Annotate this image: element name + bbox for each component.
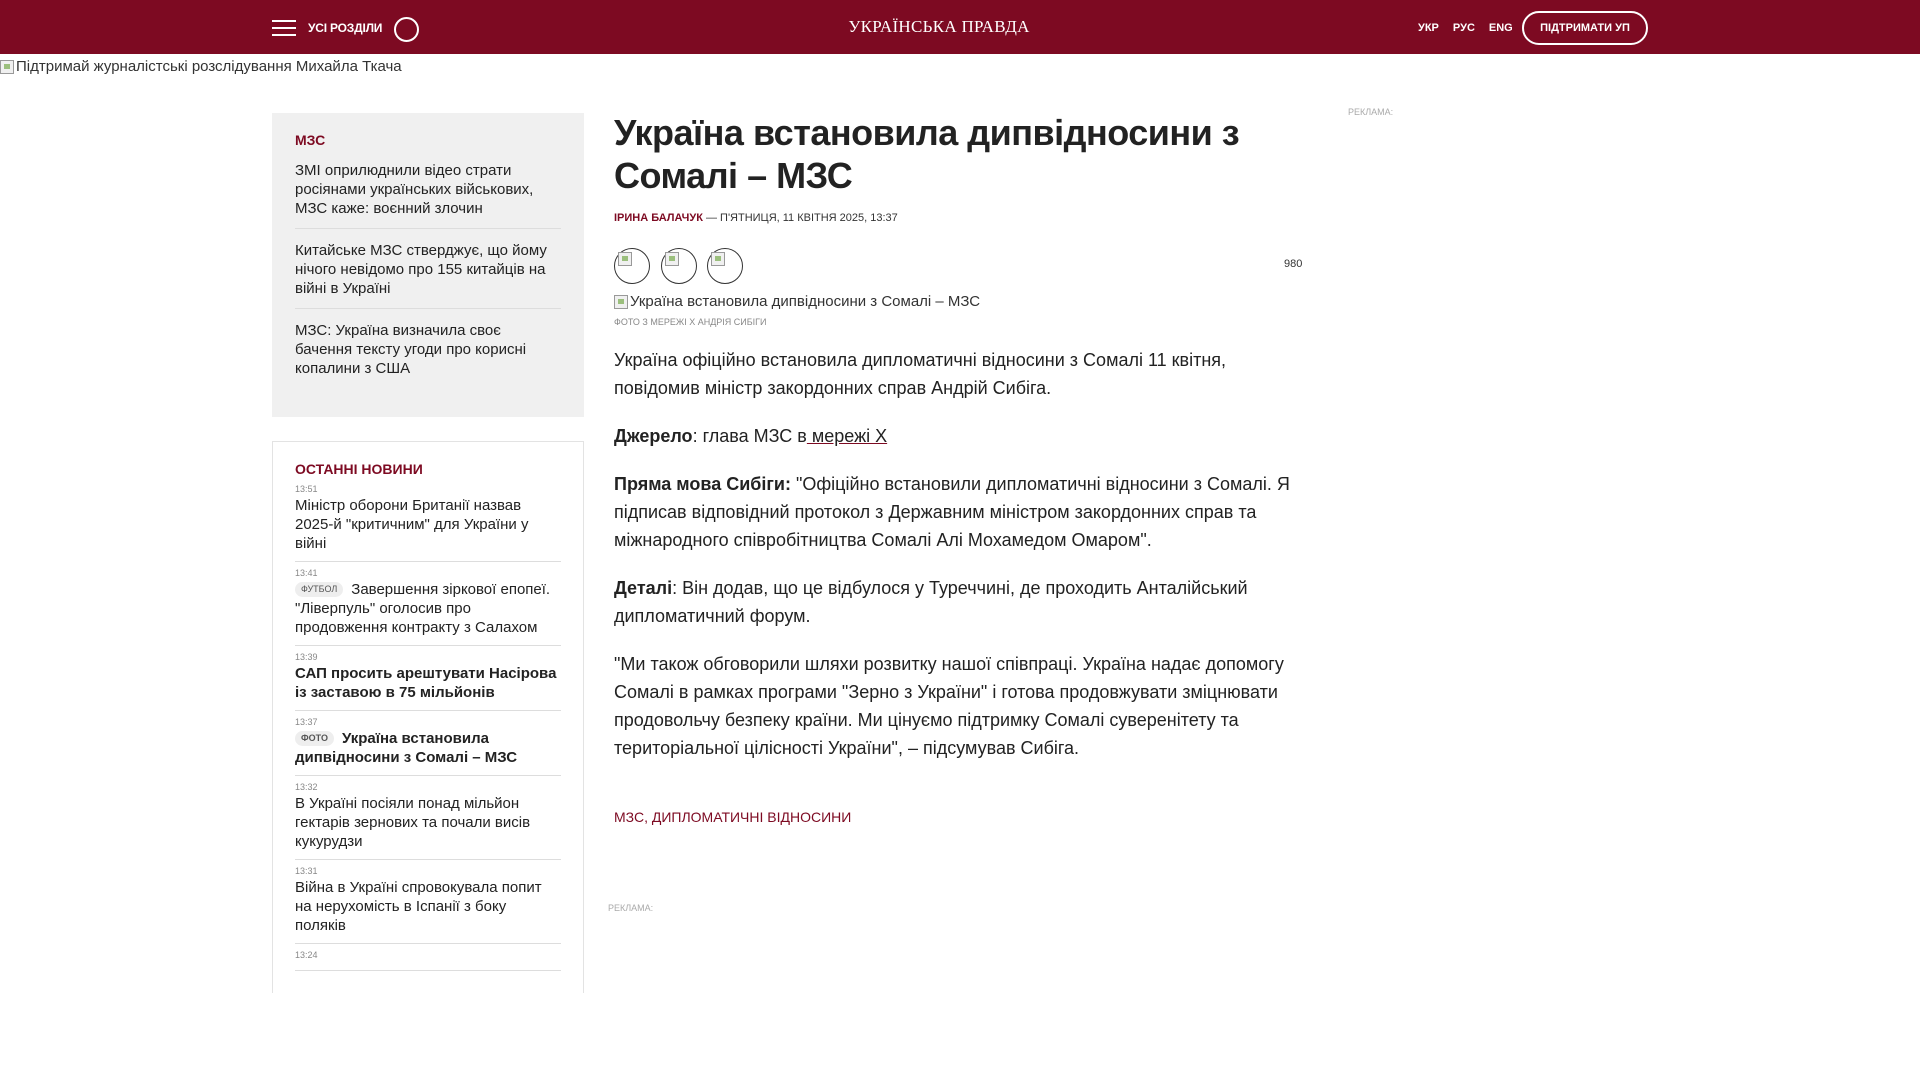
sidebar-topic-title[interactable]: МЗС (295, 132, 326, 148)
sidebar-topic-item[interactable]: МЗС: Україна визначила своє бачення тексту угоди про корисні копалини з США (295, 322, 527, 377)
news-headline[interactable] (295, 580, 561, 637)
quote-text: "Офіційно встановили дипломатичні відносини з Сомалі. Я підписав відповідний протокол з Державним міністром закордонних справ та міжнародного співробітництва Сомалі Алі Мохамедом Омаром". (614, 474, 1290, 550)
latest-news-item[interactable] (295, 944, 561, 971)
lang-eng-link[interactable]: ENG (1488, 22, 1513, 34)
news-headline[interactable] (295, 664, 561, 702)
quote-label: Пряма мова Сибіги: (614, 474, 791, 494)
lang-rus-link[interactable]: РУС (1452, 22, 1475, 34)
article-source (614, 422, 1294, 450)
support-button[interactable]: ПІДТРИМАТИ УП (1522, 11, 1648, 45)
news-time: 13:41 (295, 568, 318, 578)
latest-news-item[interactable] (295, 860, 561, 944)
ad-label-bottom: РЕКЛАМА: (608, 903, 654, 913)
promo-banner-alt: Підтримай журналістські розслідування Михайла Ткача (16, 58, 402, 75)
latest-news-item[interactable] (295, 562, 561, 646)
news-time: 13:32 (295, 782, 318, 792)
views-count: 980 (1284, 258, 1303, 270)
news-headline-text: САП просить арештувати Насірова із заставою в 75 мільйонів (295, 665, 557, 701)
news-time: 13:39 (295, 652, 318, 662)
broken-image-icon (614, 295, 628, 309)
news-time: 13:24 (295, 950, 318, 960)
broken-image-icon (665, 252, 679, 266)
sidebar-topic-box (272, 113, 584, 417)
article-details (614, 574, 1294, 630)
share-x-button[interactable] (661, 248, 697, 284)
broken-image-icon (0, 60, 14, 74)
lang-ukr-link[interactable]: УКР (1418, 22, 1439, 34)
source-link[interactable]: мережі Х (806, 426, 888, 446)
article-quote (614, 470, 1294, 554)
news-headline[interactable] (295, 496, 561, 553)
news-tag[interactable]: ФОТО (295, 731, 334, 746)
article-byline (614, 211, 1294, 225)
sidebar-topic-item[interactable]: ЗМІ оприлюднили відео страти росіянами українських військових, МЗС каже: воєнний злочин (295, 149, 561, 229)
latest-news-item[interactable] (295, 646, 561, 711)
news-headline-text: Міністр оборони Британії назвав 2025-й "критичним" для України у війні (295, 497, 529, 552)
article-photo (614, 293, 1294, 311)
news-headline[interactable] (295, 794, 561, 851)
sidebar-topic-item[interactable]: Китайське МЗС стверджує, що йому нічого невідомо про 155 китайців на війні в Україні (295, 229, 561, 309)
article-date: — П'ЯТНИЦЯ, 11 КВІТНЯ 2025, 13:37 (702, 212, 898, 224)
photo-caption: ФОТО З МЕРЕЖІ Х АНДРІЯ СИБІГИ (614, 317, 767, 327)
news-time: 13:37 (295, 717, 318, 727)
article-closing: "Ми також обговорили шляхи розвитку нашої співпраці. Україна надає допомогу Сомалі в рамках програми "Зерно з України" і готова продовжувати зміцнювати продовольчу безпеку країни. Ми цінуємо підтримку Сомалі суверенітету та територіальної цілісності України", – підсумував Сибіга. (614, 654, 1284, 758)
author-link[interactable]: ІРИНА БАЛАЧУК (614, 212, 703, 224)
language-switcher (1418, 20, 1513, 36)
news-time: 13:51 (295, 484, 318, 494)
news-headline[interactable] (295, 729, 561, 767)
details-text: : Він додав, що це відбулося у Туреччині, де проходить Анталійський дипломатичний форум. (614, 578, 1248, 626)
details-label: Деталі (614, 578, 673, 598)
broken-image-icon (618, 252, 632, 266)
source-text: : глава МЗС в (692, 426, 807, 446)
source-label: Джерело (614, 426, 693, 446)
broken-image-icon (711, 252, 725, 266)
article-photo-alt: Україна встановила дипвідносини з Сомалі – МЗС (630, 293, 981, 310)
article-title: Україна встановила дипвідносини з Сомалі – МЗС (614, 112, 1240, 196)
share-facebook-button[interactable] (614, 248, 650, 284)
share-row (614, 248, 1303, 284)
promo-banner[interactable] (0, 58, 402, 76)
article-lead: Україна офіційно встановила дипломатичні відносини з Сомалі 11 квітня, повідомив міністр закордонних справ Андрій Сибіга. (614, 350, 1227, 398)
news-headline-text: Україна встановила дипвідносини з Сомалі – МЗС (295, 730, 518, 766)
all-sections-link[interactable]: УСІ РОЗДІЛИ (308, 21, 383, 35)
news-time: 13:31 (295, 866, 318, 876)
latest-news-box (272, 441, 584, 993)
news-headline-text: В Україні посіяли понад мільйон гектарів зернових та почали висів кукурудзи (295, 795, 531, 850)
site-logo[interactable]: УКРАЇНСЬКА ПРАВДА (848, 17, 1030, 36)
site-header (0, 0, 1920, 54)
article-tags[interactable]: МЗС, ДИПЛОМАТИЧНІ ВІДНОСИНИ (614, 809, 852, 825)
news-headline[interactable] (295, 878, 561, 935)
news-headline-text: Війна в Україні спровокувала попит на нерухомість в Іспанії з боку поляків (295, 879, 542, 934)
news-headline-text: Завершення зіркової епопеї. "Ліверпуль" оголосив про продовження контракту з Салахом (295, 581, 551, 636)
article (614, 111, 1303, 826)
share-telegram-button[interactable] (707, 248, 743, 284)
latest-news-item[interactable] (295, 478, 561, 562)
latest-news-item[interactable] (295, 711, 561, 776)
latest-news-item[interactable] (295, 776, 561, 860)
news-tag[interactable]: ФУТБОЛ (295, 582, 343, 597)
latest-news-title[interactable]: ОСТАННІ НОВИНИ (295, 461, 423, 477)
ad-label-right: РЕКЛАМА: (1348, 107, 1394, 117)
